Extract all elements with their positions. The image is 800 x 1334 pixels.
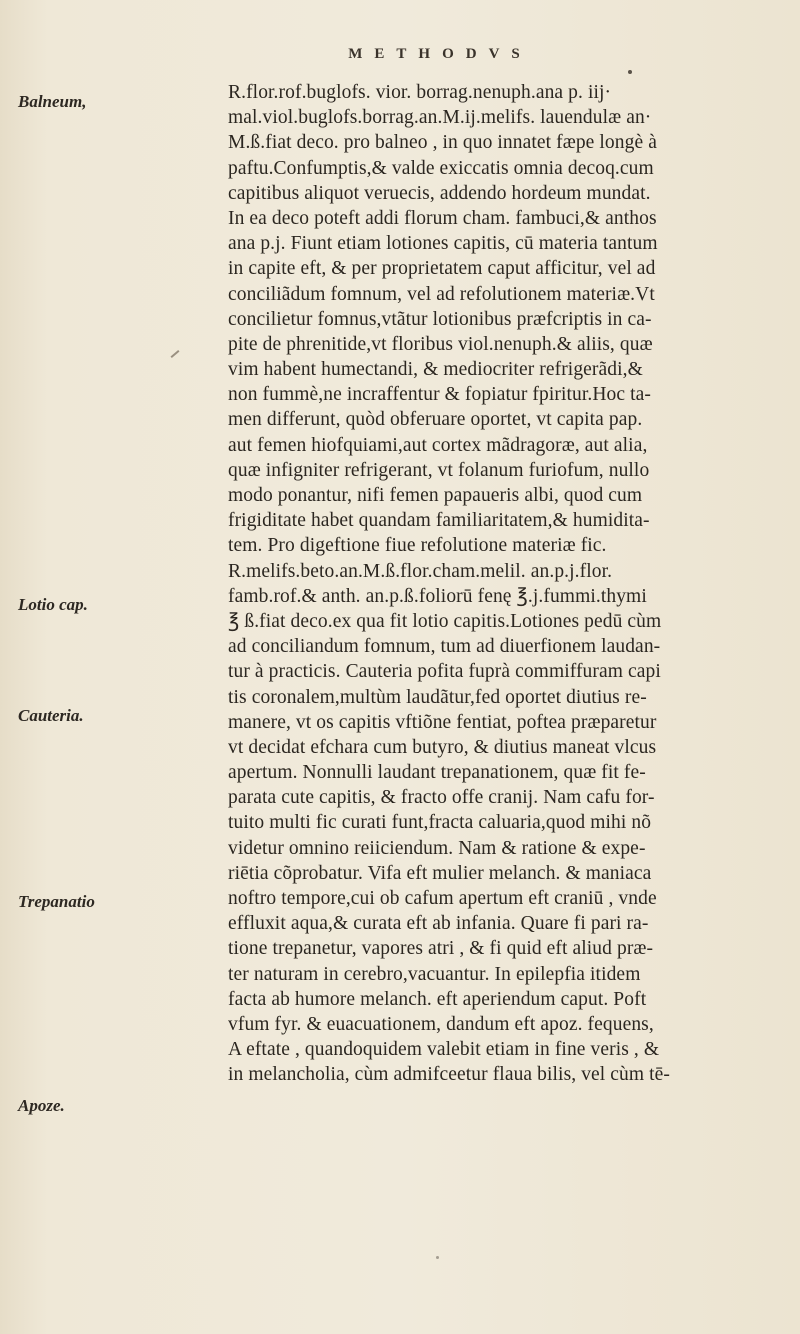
margin-note-trepanatio: Trepanatio	[18, 892, 95, 911]
text-line: tis coronalem,multùm laudãtur,fed oportet diutius re-	[228, 686, 647, 708]
text-line: non fummè,ne incraffentur & fopiatur fpiritur.Hoc ta-	[228, 384, 651, 406]
text-line: R.melifs.beto.an.M.ß.flor.cham.melil. an.p.j.flor.	[228, 560, 613, 582]
margin-note-cauteria: Cauteria.	[18, 706, 84, 725]
text-line: aut femen hiofquiami,aut cortex mãdragoræ, aut alia,	[228, 434, 648, 456]
text-line: noftro tempore,cui ob cafum apertum eft craniū , vnde	[228, 888, 657, 909]
text-line: M.ß.fiat deco. pro balneo , in quo innatet fæpe longè à	[228, 132, 657, 154]
text-line: ad conciliandum fomnum, tum ad diuerfionem laudan-	[228, 636, 661, 658]
text-line: famb.rof.& anth. an.p.ß.foliorū fenę ℥.j.fummi.thymi	[228, 585, 647, 607]
text-line: vfum fyr. & euacuationem, dandum eft apoz. fequens,	[228, 1013, 654, 1035]
margin-notes	[18, 0, 178, 1334]
text-line: apertum. Nonnulli laudant trepanationem, quæ fit fe-	[228, 762, 646, 784]
text-line: effluxit aqua,& curata eft ab infania. Quare fi pari ra-	[228, 913, 649, 935]
text-line: concilietur fomnus,vtãtur lotionibus præfcriptis in ca-	[228, 308, 652, 330]
text-line: R.flor.rof.buglofs. vior. borrag.nenuph.ana p. iij·	[228, 82, 612, 103]
text-line: facta ab humore melanch. eft aperiendum caput. Poft	[228, 988, 647, 1010]
text-line: vim habent humectandi, & mediocriter refrigerãdi,&	[228, 359, 643, 381]
margin-note-apoze: Apoze.	[18, 1096, 65, 1115]
text-line: modo ponantur, nifi femen papaueris albi, quod cum	[228, 485, 643, 506]
text-line: mal.viol.buglofs.borrag.an.M.ij.melifs. lauendulæ an·	[228, 107, 652, 129]
text-line: riētia cõprobatur. Vifa eft mulier melanch. & maniaca	[228, 862, 652, 884]
text-line: capitibus aliquot veruecis, addendo hordeum mundat.	[228, 182, 651, 204]
text-line: manere, vt os capitis vftiõne fentiat, poftea præparetur	[228, 711, 657, 733]
body-text	[228, 80, 773, 1088]
text-line: in capite eft, & per proprietatem caput afficitur, vel ad	[228, 258, 656, 280]
text-line: quæ infigniter refrigerant, vt folanum furiofum, nullo	[228, 459, 650, 481]
text-line: vt decidat efchara cum butyro, & diutius maneat vlcus	[228, 736, 657, 758]
text-line: tem. Pro digeftione fiue refolutione materiæ fic.	[228, 535, 607, 557]
running-head: METHODVS	[348, 46, 532, 62]
text-line: videtur omnino reiiciendum. Nam & ratione & expe-	[228, 837, 646, 859]
text-line: ℥ ß.fiat deco.ex qua fit lotio capitis.Lotiones pedū cùm	[228, 610, 662, 632]
text-line: tur à practicis. Cauteria pofita fuprà commiffuram capi	[228, 661, 661, 683]
text-line: tione trepanetur, vapores atri , & fi quid eft aliud præ-	[228, 938, 654, 960]
text-line: men differunt, quòd obferuare oportet, vt capita pap.	[228, 409, 643, 431]
text-line: pite de phrenitide,vt floribus viol.nenuph.& aliis, quæ	[228, 333, 653, 355]
text-line: parata cute capitis, & fracto offe cranij. Nam cafu for-	[228, 787, 655, 809]
text-line: frigiditate habet quandam familiaritatem,& humidita-	[228, 510, 650, 532]
text-line: In ea deco poteft addi florum cham. fambuci,& anthos	[228, 207, 657, 229]
text-line: in melancholia, cùm admifceetur flaua bilis, vel cùm tē-	[228, 1064, 671, 1086]
ink-speck	[436, 1256, 439, 1259]
ink-speck	[628, 70, 632, 74]
margin-note-balneum: Balneum,	[18, 92, 87, 111]
text-line: A eftate , quandoquidem valebit etiam in fine veris , &	[228, 1039, 660, 1061]
text-line: conciliãdum fomnum, vel ad refolutionem materiæ.Vt	[228, 283, 655, 305]
margin-note-lotio: Lotio cap.	[18, 595, 88, 614]
text-line: paftu.Confumptis,& valde exiccatis omnia decoq.cum	[228, 157, 654, 179]
text-line: ana p.j. Fiunt etiam lotiones capitis, cū materia tantum	[228, 233, 658, 255]
text-line: tuito multi fic curati funt,fracta caluaria,quod mihi nõ	[228, 812, 652, 834]
text-line: ter naturam in cerebro,vacuantur. In epilepfia itidem	[228, 963, 641, 985]
